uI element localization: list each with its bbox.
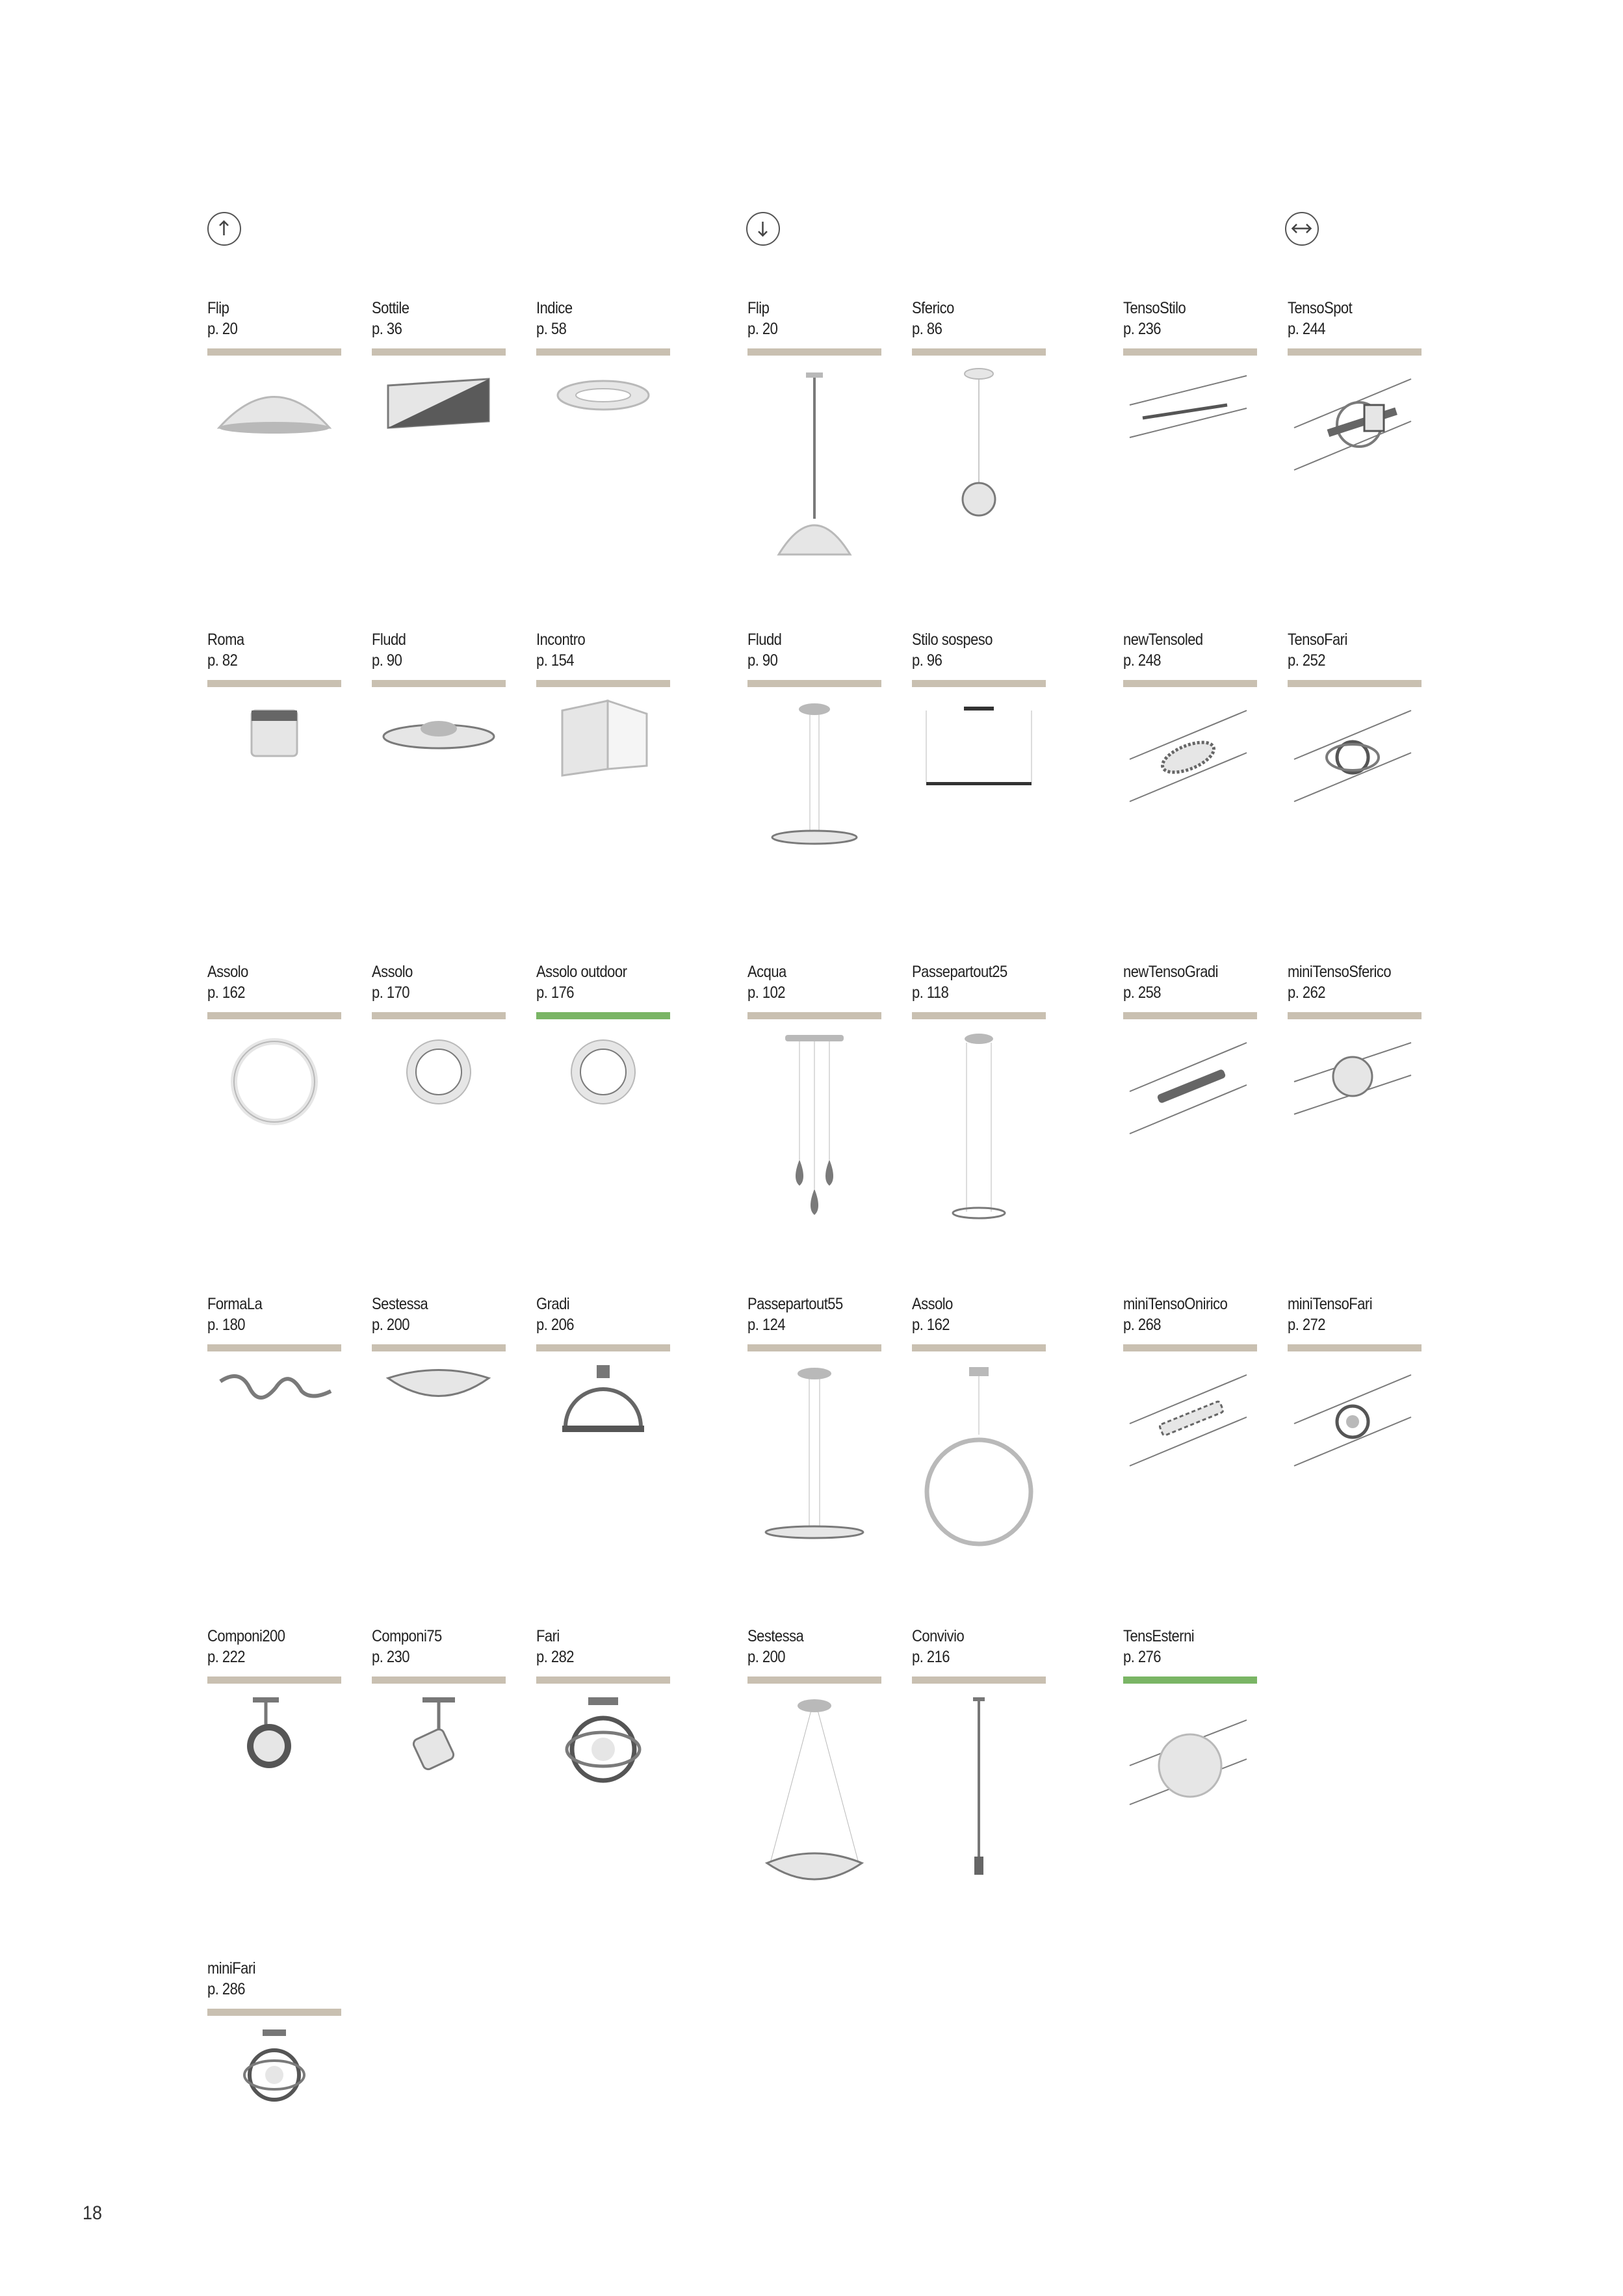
product-name: miniFari <box>207 1959 256 1977</box>
category-bar <box>207 2009 341 2016</box>
category-bar <box>207 1344 341 1351</box>
category-bar <box>912 1012 1046 1019</box>
product-page-ref: p. 230 <box>372 1648 410 1666</box>
shell-ceiling-lamp-icon <box>372 1362 506 1576</box>
folded-wall-lamp-icon <box>536 698 670 912</box>
product-name: Fludd <box>747 631 782 649</box>
outdoor-category-bar <box>536 1012 670 1019</box>
product-card[interactable] <box>747 629 881 912</box>
round-spot-lamp-icon <box>207 1694 341 1909</box>
product-card[interactable] <box>912 298 1046 581</box>
thin-ring-pendant-icon <box>912 1030 1046 1244</box>
product-page-ref: p. 262 <box>1288 984 1326 1002</box>
product-page-ref: p. 124 <box>747 1316 786 1334</box>
product-page-ref: p. 58 <box>536 320 567 338</box>
sphere-pendant-lamp-icon <box>912 366 1046 581</box>
product-page-ref: p. 162 <box>207 984 246 1002</box>
product-card[interactable] <box>912 961 1046 1244</box>
category-bar <box>1288 1344 1422 1351</box>
product-card[interactable] <box>747 961 881 1244</box>
product-name: Indice <box>536 299 573 317</box>
product-page-ref: p. 118 <box>912 984 949 1002</box>
dome-ceiling-lamp-icon <box>207 366 341 581</box>
category-bar <box>747 680 881 687</box>
product-name: Componi75 <box>372 1627 442 1645</box>
category-bar <box>1123 1344 1257 1351</box>
product-page-ref: p. 90 <box>747 651 778 670</box>
cylinder-spot-lamp-icon <box>372 1694 506 1909</box>
drop-pendant-cluster-icon <box>747 1030 881 1244</box>
ribbon-lamp-icon <box>207 1362 341 1576</box>
product-name: Flip <box>207 299 229 317</box>
category-bar <box>912 348 1046 356</box>
product-card[interactable] <box>1288 629 1422 912</box>
category-bar <box>372 1012 506 1019</box>
outdoor-category-bar <box>1123 1676 1257 1684</box>
product-page-ref: p. 170 <box>372 984 410 1002</box>
product-name: Assolo <box>372 963 413 981</box>
product-card[interactable] <box>207 1626 341 1909</box>
product-page-ref: p. 252 <box>1288 651 1326 670</box>
cable-gimbal-spot-icon <box>1288 698 1422 912</box>
product-card[interactable] <box>747 1626 881 1909</box>
product-page-ref: p. 244 <box>1288 320 1326 338</box>
category-bar <box>912 1344 1046 1351</box>
product-card[interactable] <box>372 1626 506 1909</box>
dome-pendant-lamp-icon <box>747 366 881 581</box>
category-bar <box>1288 348 1422 356</box>
category-bar <box>1123 680 1257 687</box>
product-card[interactable] <box>1123 1294 1257 1576</box>
category-bar <box>747 1344 881 1351</box>
product-card[interactable] <box>1288 961 1422 1244</box>
product-page-ref: p. 216 <box>912 1648 950 1666</box>
product-card[interactable] <box>1123 298 1257 581</box>
product-page-ref: p. 200 <box>372 1316 410 1334</box>
product-page-ref: p. 276 <box>1123 1648 1162 1666</box>
cable-outdoor-globe-icon <box>1123 1694 1257 1909</box>
product-name: Gradi <box>536 1295 570 1313</box>
product-page-ref: p. 268 <box>1123 1316 1162 1334</box>
product-card[interactable] <box>536 298 670 581</box>
product-page-ref: p. 286 <box>207 1980 246 1998</box>
product-card[interactable] <box>912 1626 1046 1909</box>
product-page-ref: p. 282 <box>536 1648 575 1666</box>
product-page-ref: p. 162 <box>912 1316 950 1334</box>
product-name: Sestessa <box>747 1627 804 1645</box>
product-name: FormaLa <box>207 1295 263 1313</box>
arrow-down-icon <box>746 212 780 246</box>
product-card[interactable] <box>536 629 670 912</box>
product-card[interactable] <box>372 298 506 581</box>
category-bar <box>912 1676 1046 1684</box>
cable-spot-lamp-icon <box>1288 366 1422 581</box>
category-bar <box>207 348 341 356</box>
product-page-ref: p. 236 <box>1123 320 1162 338</box>
mini-gimbal-spot-icon <box>207 2026 341 2241</box>
product-name: Acqua <box>747 963 786 981</box>
category-bar <box>747 1676 881 1684</box>
product-name: Convivio <box>912 1627 965 1645</box>
shell-pendant-lamp-icon <box>747 1694 881 1909</box>
product-name: Fari <box>536 1627 560 1645</box>
category-bar <box>747 1012 881 1019</box>
product-card[interactable] <box>372 1294 506 1576</box>
gimbal-ceiling-spot-icon <box>536 1694 670 1909</box>
product-card[interactable] <box>747 1294 881 1576</box>
category-bar <box>372 680 506 687</box>
category-bar <box>207 1676 341 1684</box>
category-bar <box>747 348 881 356</box>
small-ring-lamp-icon <box>372 1030 506 1244</box>
page-number: 18 <box>83 2202 103 2224</box>
product-name: newTensoled <box>1123 631 1203 649</box>
product-card[interactable] <box>1288 298 1422 581</box>
product-page-ref: p. 36 <box>372 320 402 338</box>
flat-panel-lamp-icon <box>372 366 506 581</box>
ring-pendant-lamp-icon <box>912 1362 1046 1576</box>
cable-mini-sphere-icon <box>1288 1030 1422 1244</box>
product-name: Passepartout55 <box>747 1295 843 1313</box>
product-card[interactable] <box>1123 1626 1257 1909</box>
cable-rod-lamp-icon <box>1123 366 1257 581</box>
product-card[interactable] <box>207 1294 341 1576</box>
product-name: Flip <box>747 299 770 317</box>
product-card[interactable] <box>372 961 506 1244</box>
category-bar <box>1123 348 1257 356</box>
category-bar <box>207 680 341 687</box>
product-name: Assolo outdoor <box>536 963 627 981</box>
product-page-ref: p. 154 <box>536 651 575 670</box>
category-bar <box>1123 1012 1257 1019</box>
product-page-ref: p. 82 <box>207 651 238 670</box>
product-page-ref: p. 272 <box>1288 1316 1326 1334</box>
category-bar <box>536 1344 670 1351</box>
category-bar <box>1288 1012 1422 1019</box>
category-bar <box>372 1676 506 1684</box>
product-name: newTensoGradi <box>1123 963 1218 981</box>
product-card[interactable] <box>747 298 881 581</box>
product-page-ref: p. 180 <box>207 1316 246 1334</box>
product-name: miniTensoSferico <box>1288 963 1392 981</box>
product-card[interactable] <box>372 629 506 912</box>
product-card[interactable] <box>1123 961 1257 1244</box>
linear-pendant-lamp-icon <box>912 698 1046 912</box>
product-page-ref: p. 222 <box>207 1648 246 1666</box>
cable-crystal-lamp-icon <box>1123 1362 1257 1576</box>
product-card[interactable] <box>207 961 341 1244</box>
product-name: TensEsterni <box>1123 1627 1195 1645</box>
product-name: Sestessa <box>372 1295 428 1313</box>
product-page-ref: p. 200 <box>747 1648 786 1666</box>
product-name: TensoStilo <box>1123 299 1186 317</box>
large-ring-lamp-icon <box>207 1030 341 1244</box>
category-bar <box>372 348 506 356</box>
product-page-ref: p. 86 <box>912 320 942 338</box>
category-bar <box>536 1676 670 1684</box>
product-page-ref: p. 102 <box>747 984 786 1002</box>
product-name: miniTensoOnirico <box>1123 1295 1228 1313</box>
product-card[interactable] <box>536 1626 670 1909</box>
product-name: Passepartout25 <box>912 963 1007 981</box>
product-card[interactable] <box>536 1294 670 1576</box>
category-bar <box>536 348 670 356</box>
category-bar <box>1288 680 1422 687</box>
wide-disc-pendant-icon <box>747 1362 881 1576</box>
product-name: Componi200 <box>207 1627 285 1645</box>
product-name: TensoFari <box>1288 631 1347 649</box>
product-name: Assolo <box>912 1295 953 1313</box>
product-name: Roma <box>207 631 244 649</box>
product-card[interactable] <box>207 298 341 581</box>
disc-pendant-lamp-icon <box>747 698 881 912</box>
product-name: TensoSpot <box>1288 299 1353 317</box>
product-page-ref: p. 90 <box>372 651 402 670</box>
product-card[interactable] <box>1288 1294 1422 1576</box>
outdoor-ring-lamp-icon <box>536 1030 670 1244</box>
product-card[interactable] <box>912 629 1046 912</box>
category-bar <box>912 680 1046 687</box>
product-card[interactable] <box>207 1958 341 2241</box>
rod-pendant-lamp-icon <box>912 1694 1046 1909</box>
product-page-ref: p. 176 <box>536 984 575 1002</box>
product-card[interactable] <box>912 1294 1046 1576</box>
product-name: Sottile <box>372 299 409 317</box>
ufo-ceiling-lamp-icon <box>372 698 506 912</box>
category-bar <box>372 1344 506 1351</box>
cable-bar-lamp-icon <box>1123 1030 1257 1244</box>
square-ceiling-lamp-icon <box>207 698 341 912</box>
product-name: Incontro <box>536 631 586 649</box>
product-name: Assolo <box>207 963 248 981</box>
cable-mini-gimbal-icon <box>1288 1362 1422 1576</box>
recessed-disc-lamp-icon <box>536 366 670 581</box>
arrow-up-icon <box>207 212 241 246</box>
product-name: miniTensoFari <box>1288 1295 1373 1313</box>
product-card[interactable] <box>536 961 670 1244</box>
product-page-ref: p. 20 <box>207 320 238 338</box>
product-card[interactable] <box>1123 629 1257 912</box>
product-page-ref: p. 206 <box>536 1316 575 1334</box>
category-bar <box>536 680 670 687</box>
product-page-ref: p. 258 <box>1123 984 1162 1002</box>
product-page-ref: p. 20 <box>747 320 778 338</box>
product-page-ref: p. 96 <box>912 651 942 670</box>
category-bar <box>207 1012 341 1019</box>
arrow-left-right-icon <box>1285 212 1319 246</box>
product-name: Sferico <box>912 299 954 317</box>
product-page-ref: p. 248 <box>1123 651 1162 670</box>
arc-ceiling-lamp-icon <box>536 1362 670 1576</box>
cable-led-ring-icon <box>1123 698 1257 912</box>
product-name: Fludd <box>372 631 406 649</box>
product-name: Stilo sospeso <box>912 631 993 649</box>
product-card[interactable] <box>207 629 341 912</box>
